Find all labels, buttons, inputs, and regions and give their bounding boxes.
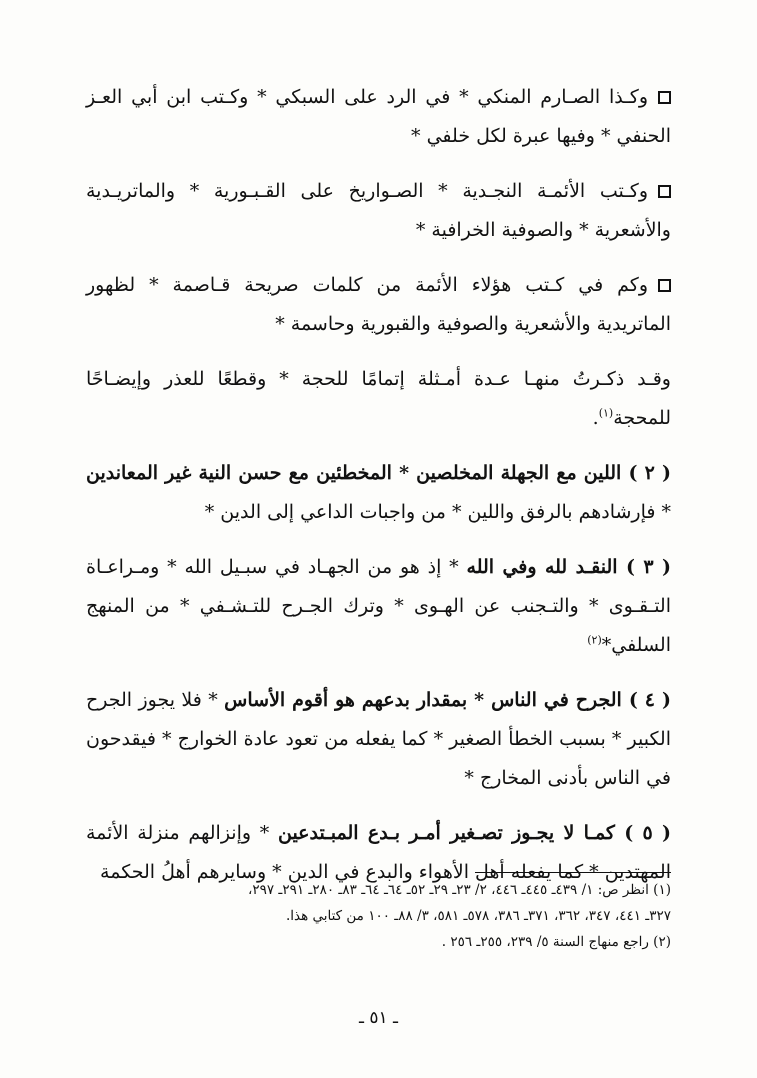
paragraph-6-text: * إذ هو من الجهـاد في سبـيل الله * ومـراعـاة التـقـوى * والتـجنب عن الهـوى * وترك الجـرح للتـشـفي * من المنهج السلفي* — [86, 556, 671, 656]
paragraph-4-tail: . — [592, 407, 599, 429]
footnote-line-3: (٢) راجع منهاج السنة ٥/ ٢٣٩، ٢٥٥ـ ٢٥٦ . — [441, 934, 671, 950]
section-4-heading: ( ٤ ) الجرح في الناس * بمقدار بدعهم هو أقوم الأساس — [224, 689, 671, 711]
footnote-ref-2: (٢) — [587, 633, 602, 647]
paragraph-6 — [86, 548, 671, 665]
footnotes — [86, 877, 671, 955]
paragraph-5 — [86, 454, 671, 532]
paragraph-7-text: * فلا يجوز الجرح الكبير * بسبب الخطأ الصغير * كما يفعله من تعود عادة الخوارج * فيقدحون في الناس بأدنى المخارج * — [86, 689, 671, 789]
paragraph-2 — [86, 172, 671, 250]
paragraph-8-text: * وإنزالهم منزلة الأئمة المهتدين * كما يفعله أهل الأهواء والبدع في الدين * وسايرهم أهلُ الحكمة — [86, 822, 671, 883]
section-2-heading: ( ٢ ) اللين مع الجهلة المخلصين * المخطئين مع حسن النية غير المعاندين — [86, 462, 672, 484]
paragraph-7 — [86, 681, 671, 798]
page-body — [86, 78, 671, 908]
section-3-heading: ( ٣ ) النقـد لله وفي الله — [466, 556, 671, 578]
footnote-line-1: (١) انظر ص: ١/ ٤٣٩ـ ٤٤٥ـ ٤٤٦، ٢/ ٢٣ـ ٢٩ـ ٥٢ـ ٦٤ـ ٦٤ـ ٨٣ـ ٢٨٠ـ ٢٩١ـ ٢٩٧، — [247, 882, 671, 898]
page-number: ـ ٥١ ـ — [358, 1008, 399, 1028]
paragraph-3 — [86, 266, 671, 344]
footnote-ref-1: (١) — [598, 406, 614, 420]
footnote-line-2: ٣٢٧ـ ٤٤١، ٣٤٧، ٣٦٢، ٣٧١ـ ٣٨٦، ٥٧٨ـ ٥٨١، ٣/ ٨٨ـ ١٠٠ من كتابي هذا. — [285, 908, 671, 924]
footnote-divider — [475, 872, 671, 873]
checkbox-bullet-icon — [658, 91, 671, 104]
paragraph-4-text: وقـد ذكـرتُ منهـا عـدة أمـثلة إتمامًا للحجة * وقطعًا للعذر وإيضـاحًا للمحجة — [86, 368, 671, 429]
checkbox-bullet-icon — [658, 279, 671, 292]
checkbox-bullet-icon — [658, 185, 671, 198]
paragraph-1 — [86, 78, 671, 156]
paragraph-4 — [86, 360, 671, 438]
paragraph-5-text: * فإرشادهم بالرفق واللين * من واجبات الداعي إلى الدين * — [204, 501, 671, 523]
paragraph-3-text: وكم في كـتب هؤلاء الأئمة من كلمات صريحة قـاصمة * لظهور الماتريدية والأشعرية والصوفية والقبورية وحاسمة * — [86, 274, 671, 335]
section-5-heading: ( ٥ ) كمـا لا يجـوز تصـغير أمـر بـدع المبـتدعين — [277, 822, 672, 844]
paragraph-1-text: وكـذا الصـارم المنكي * في الرد على السبكي * وكـتب ابن أبي العـز الحنفي * وفيها عبرة لكل خلفي * — [86, 86, 671, 147]
paragraph-2-text: وكـتب الأئمـة النجـدية * الصـواريخ على القـبـورية * والماتريـدية والأشعرية * والصوفية الخرافية * — [86, 180, 671, 241]
